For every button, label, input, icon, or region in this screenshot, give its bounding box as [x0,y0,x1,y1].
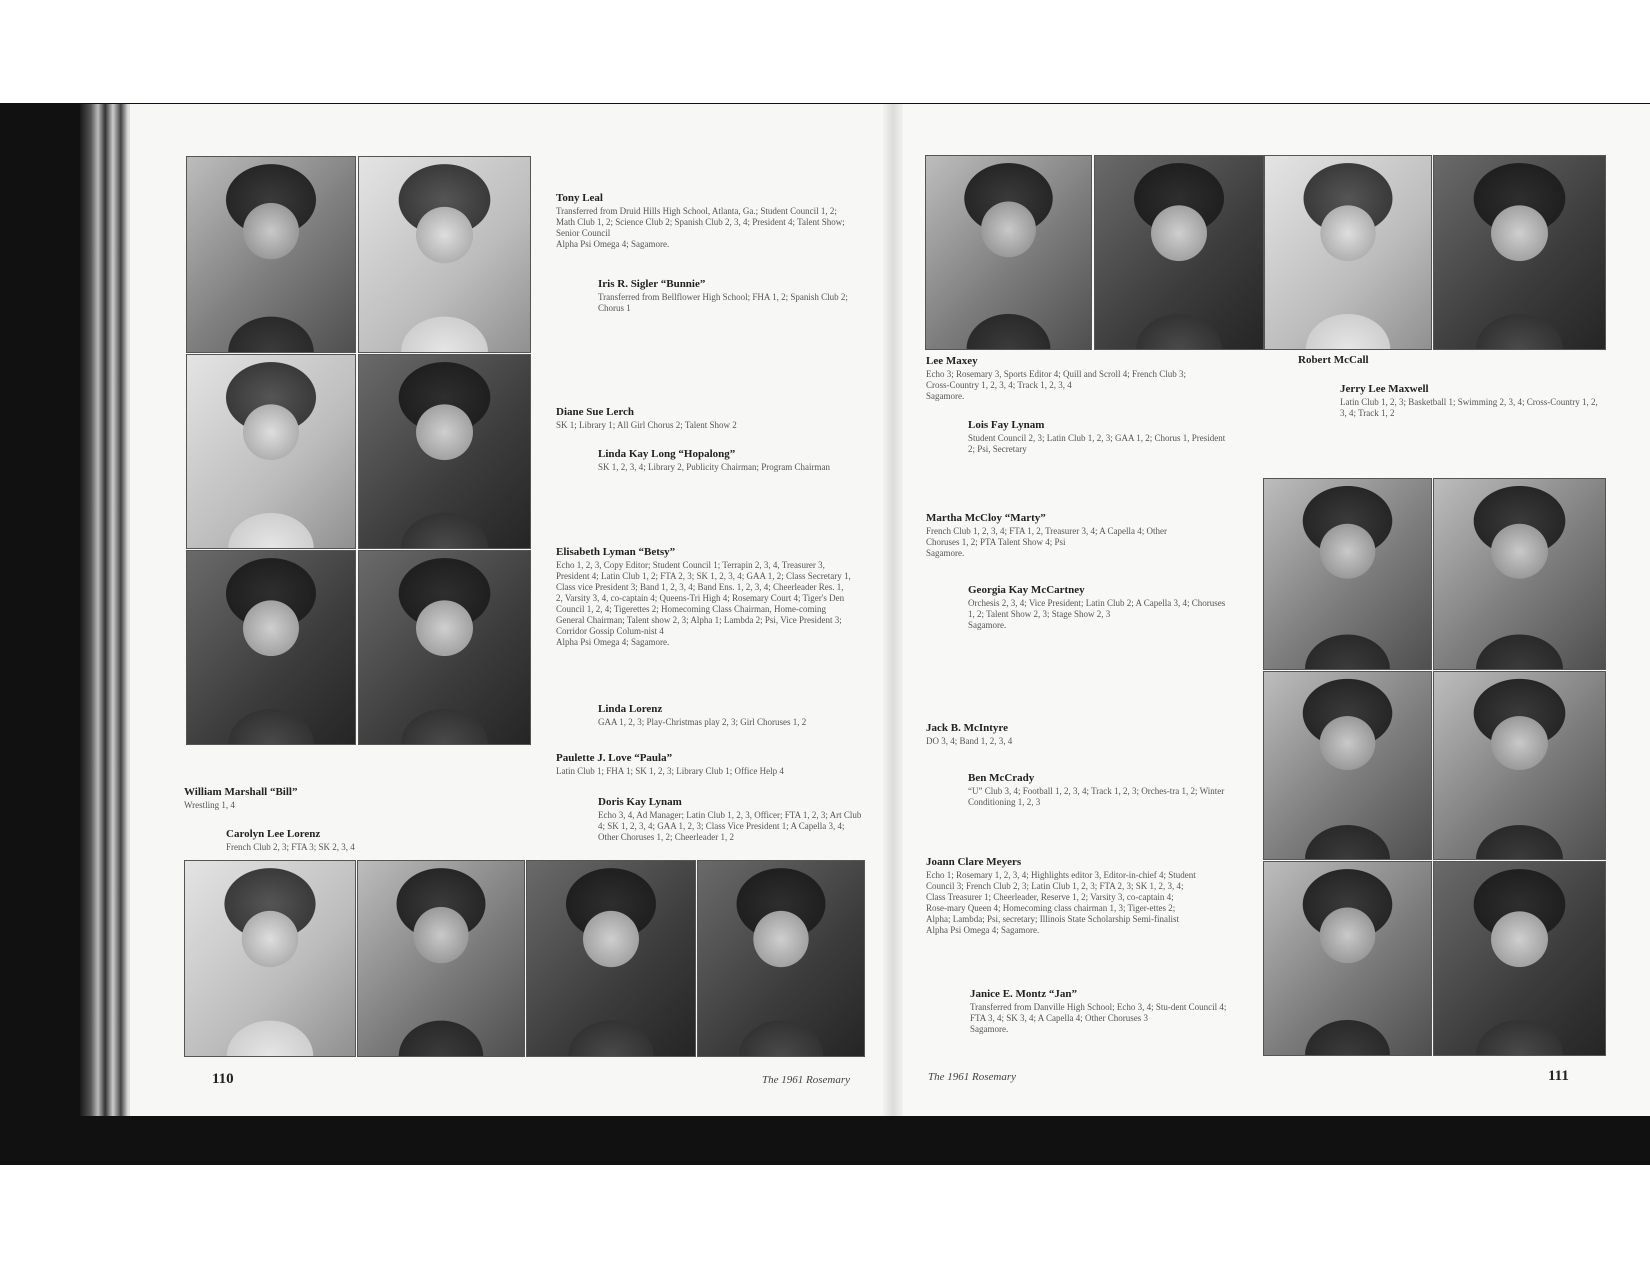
student-entry [184,786,384,811]
student-entry [598,703,868,728]
student-name: Carolyn Lee Lorenz [226,828,321,840]
page-number-right: 111 [1548,1068,1569,1084]
student-entry [556,546,852,648]
student-entry [556,406,856,431]
portrait-photo [1263,861,1432,1056]
student-name: Jerry Lee Maxwell [1340,383,1429,395]
book-gutter [883,104,903,1116]
page-number-left: 110 [212,1071,234,1087]
portrait-photo [358,354,531,549]
student-activities: French Club 1, 2, 3, 4; FTA 1, 2, Treasurer 3, 4; A Capella 4; Other Choruses 1, 2; PTA Talent Show 4; Psi Sagamore. [926,526,1168,558]
student-name: Elisabeth Lyman “Betsy” [556,546,676,558]
student-activities: Echo 1; Rosemary 1, 2, 3, 4; Highlights editor 3, Editor-in-chief 4; Student Council 3; French Club 2, 3; Latin Club 1, 2, 3; FTA 2, 3; SK 1, 2, 3, 4; Class Treasurer 1; Cheerleader, Reserve 1, 2; Varsity 3, co-captain 4; Rose-mary Queen 4; Homecoming class chairman 1, 3; Tiger-ettes 2; Alpha; Lambda; Psi, secretary; Illinois State Scholarship Semi-finalist Alpha Psi Omega 4; Sagamore. [926,870,1196,935]
student-activities: Transferred from Bellflower High School; FHA 1, 2; Spanish Club 2; Chorus 1 [598,292,848,313]
student-name: Martha McCloy “Marty” [926,512,1046,524]
portrait-photo [697,860,865,1057]
portrait-photo [357,860,525,1057]
running-title-left: The 1961 Rosemary [762,1074,850,1086]
student-entry [556,192,852,250]
student-activities: SK 1; Library 1; All Girl Chorus 2; Talent Show 2 [556,420,737,430]
student-activities: GAA 1, 2, 3; Play-Christmas play 2, 3; Girl Choruses 1, 2 [598,717,807,727]
student-name: Linda Lorenz [598,703,663,715]
student-entry [968,772,1234,808]
student-entry [1340,383,1604,419]
student-entry [1298,354,1498,368]
portrait-photo [358,550,531,745]
portrait-photo [1264,155,1432,350]
portrait-photo [186,354,356,549]
student-entry [598,796,864,843]
portrait-photo [186,550,356,745]
student-name: Tony Leal [556,192,603,204]
student-activities: Orchesis 2, 3, 4; Vice President; Latin Club 2; A Capella 3, 4; Choruses 1, 2; Talent Show 2, 3; Stage Show 2, 3 Sagamore. [968,598,1226,630]
student-name: Lee Maxey [926,355,978,367]
portrait-photo [186,156,356,353]
portrait-photo [184,860,356,1057]
student-entry [556,752,826,777]
student-name: Georgia Kay McCartney [968,584,1085,596]
student-activities: Latin Club 1; FHA 1; SK 1, 2, 3; Library Club 1; Office Help 4 [556,766,784,776]
student-name: Lois Fay Lynam [968,419,1045,431]
portrait-photo [1433,478,1606,670]
portrait-photo [1263,478,1432,670]
student-name: Linda Kay Long “Hopalong” [598,448,736,460]
student-activities: DO 3, 4; Band 1, 2, 3, 4 [926,736,1013,746]
student-name: Iris R. Sigler “Bunnie” [598,278,706,290]
student-activities: Transferred from Druid Hills High School, Atlanta, Ga.; Student Council 1, 2; Math Club 1, 2; Science Club 2; Spanish Club 2, 3, 4; President 4; Talent Show; Senior Council Alpha Psi Omega 4; Sagamore. [556,206,845,249]
student-activities: Echo 1, 2, 3, Copy Editor; Student Council 1; Terrapin 2, 3, 4, Treasurer 3, President 4; Latin Club 1, 2; FTA 2, 3; SK 1, 2, 3, 4; GAA 1, 2; Class Secretary 1, Class vice President 3; Band 1, 2, 3, 4; Band Ens. 1, 2, 3, 4; Cheerleader Res. 1, 2, Varsity 3, 4, co-captain 4; Queens-Tri High 4; Rosemary Court 4; Tiger's Den Council 1, 2, 4; Tigerettes 2; Homecoming Class Chairman, Home-coming General Chairman; Talent show 2, 3; Alpha 1; Lambda 2; Psi, Vice President 3; Corridor Gossip Colum-nist 4 Alpha Psi Omega 4; Sagamore. [556,560,851,647]
student-activities: Student Council 2, 3; Latin Club 1, 2, 3; GAA 1, 2; Chorus 1, President 2; Psi, Secretary [968,433,1226,454]
student-name: Paulette J. Love “Paula” [556,752,673,764]
portrait-photo [1433,671,1606,860]
student-activities: French Club 2, 3; FTA 3; SK 2, 3, 4 [226,842,355,852]
student-activities: SK 1, 2, 3, 4; Library 2, Publicity Chairman; Program Chairman [598,462,830,472]
portrait-photo [526,860,696,1057]
student-entry [926,856,1196,936]
student-activities: Wrestling 1, 4 [184,800,235,810]
student-activities: Echo 3; Rosemary 3, Sports Editor 4; Quill and Scroll 4; French Club 3; Cross-Country 1, 2, 3, 4; Track 1, 2, 3, 4 Sagamore. [926,369,1186,401]
student-activities: Echo 3, 4, Ad Manager; Latin Club 1, 2, 3, Officer; FTA 1, 2, 3; Art Club 4; SK 1, 2, 3, 4; GAA 1, 2, 3; Class Vice President 1; A Capella 3, 4; Other Choruses 1, 2; Cheerleader 1, 2 [598,810,862,842]
portrait-photo [1433,155,1606,350]
student-entry [926,722,1196,747]
student-entry [926,512,1196,559]
student-name: Diane Sue Lerch [556,406,635,418]
student-activities: Latin Club 1, 2, 3; Basketball 1; Swimming 2, 3, 4; Cross-Country 1, 2, 3, 4; Track 1, 2 [1340,397,1598,418]
student-name: Janice E. Montz “Jan” [970,988,1077,1000]
student-entry [226,828,426,853]
running-title-right: The 1961 Rosemary [928,1071,1016,1083]
portrait-photo [925,155,1092,350]
student-name: Joann Clare Meyers [926,856,1022,868]
student-name: Ben McCrady [968,772,1035,784]
portrait-photo [1433,861,1606,1056]
student-name: Doris Kay Lynam [598,796,682,808]
student-activities: Transferred from Danville High School; Echo 3, 4; Stu-dent Council 4; FTA 3, 4; SK 3, 4; A Capella 4; Other Choruses 3 Sagamore. [970,1002,1227,1034]
student-activities: “U” Club 3, 4; Football 1, 2, 3, 4; Track 1, 2, 3; Orches-tra 1, 2; Winter Conditioning 1, 2, 3 [968,786,1225,807]
student-name: William Marshall “Bill” [184,786,298,798]
portrait-photo [358,156,531,353]
student-entry [968,419,1234,455]
student-entry [968,584,1234,631]
student-entry [926,355,1196,402]
student-entry [970,988,1236,1035]
student-entry [598,448,864,473]
portrait-photo [1094,155,1264,350]
student-name: Robert McCall [1298,354,1369,366]
portrait-photo [1263,671,1432,860]
student-entry [598,278,864,314]
student-name: Jack B. McIntyre [926,722,1008,734]
